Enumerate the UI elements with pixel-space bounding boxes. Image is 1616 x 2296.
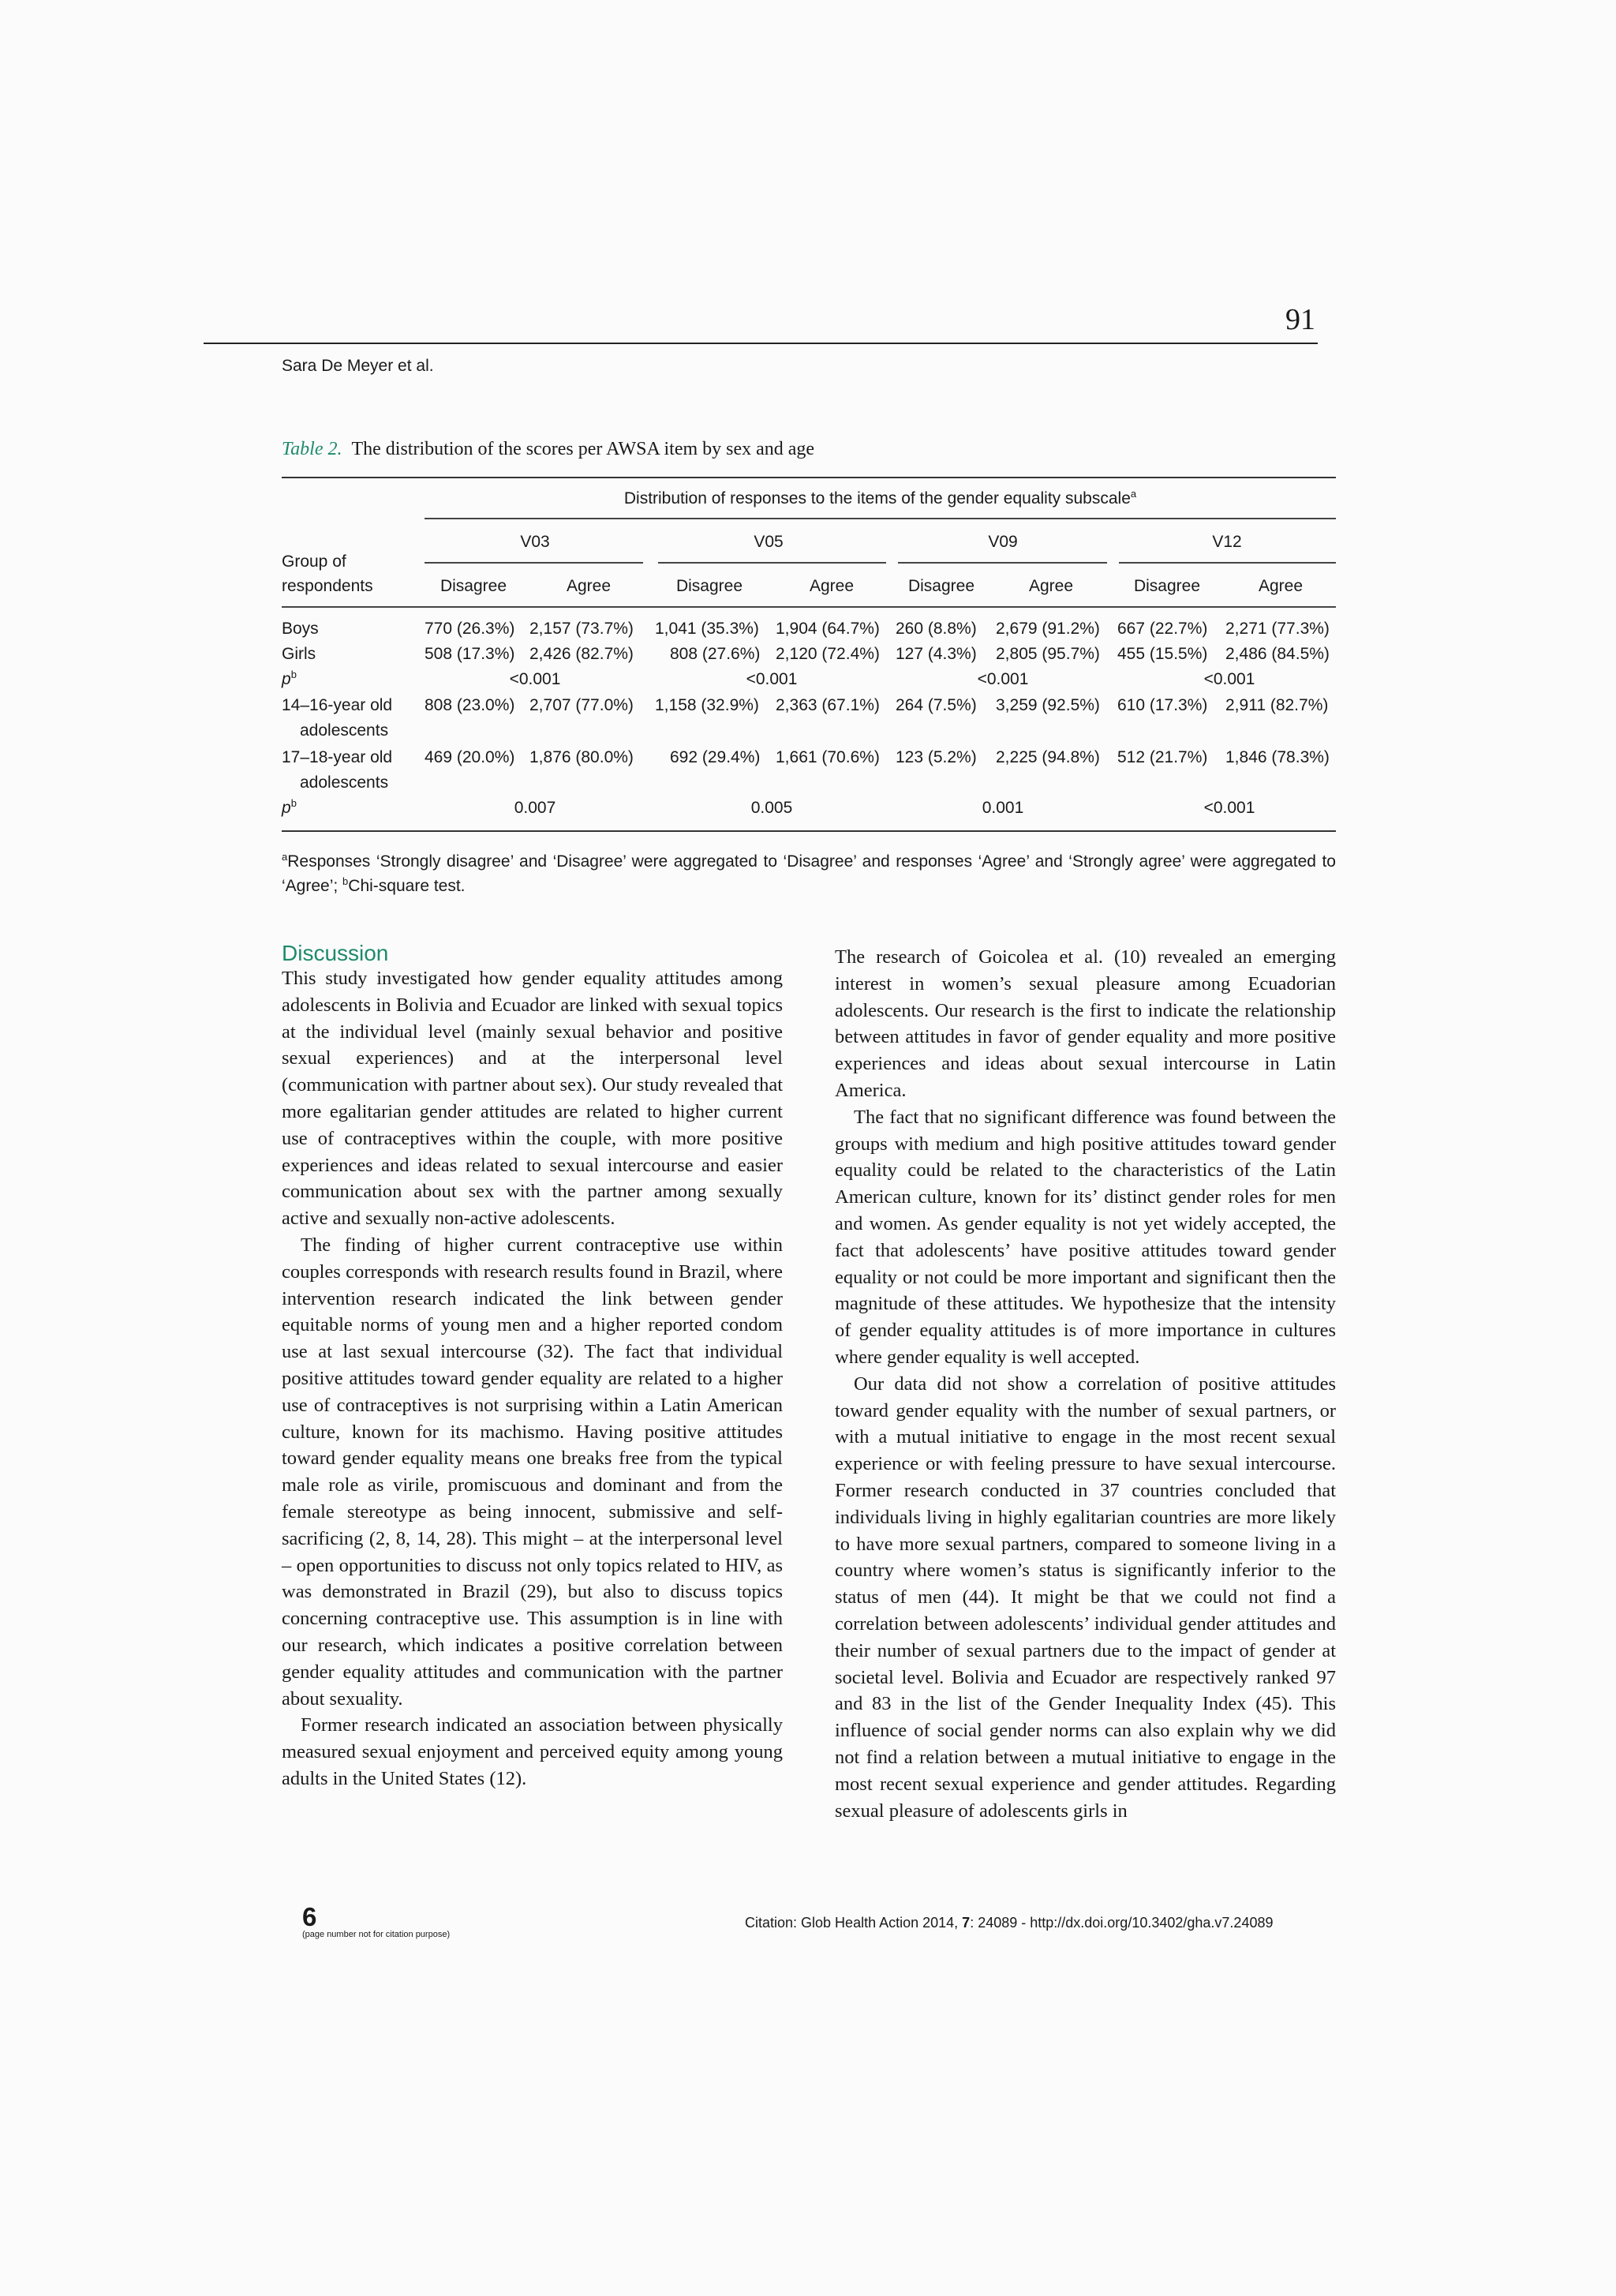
table-bottom-rule	[282, 830, 1336, 832]
paragraph: Former research indicated an association between physically measured sexual enjoyment and perceived equity among young adults in the United States (12).	[282, 1714, 783, 1789]
table-spanner	[425, 489, 1336, 508]
p-symbol: p	[282, 670, 291, 688]
item-rule-v12	[1119, 562, 1336, 564]
citation-suffix: : 24089 - http://dx.doi.org/10.3402/gha.v7.24089	[970, 1915, 1274, 1931]
item-rule-v09	[898, 562, 1107, 564]
table-caption-label: Table 2.	[282, 439, 342, 459]
table-cell: 1,041 (35.3%)	[655, 620, 759, 638]
item-header-v12: V12	[1212, 533, 1242, 551]
table-cell: 2,225 (94.8%)	[996, 748, 1100, 766]
footnote-a: Responses ‘Strongly disagree’ and ‘Disagree’ were aggregated to ‘Disagree’ and responses ‘Agree’ and ‘Strongly agree’ were aggregated to ‘Agree’;	[282, 852, 1336, 895]
table-cell: 1,876 (80.0%)	[529, 748, 634, 766]
item-header-v03: V03	[520, 533, 550, 551]
p-value-v09: 0.001	[982, 799, 1024, 817]
table-caption	[282, 439, 814, 460]
running-head: Sara De Meyer et al.	[282, 357, 434, 375]
table-spanner-text: Distribution of responses to the items of the gender equality subscale	[623, 489, 1131, 508]
table-cell: 1,904 (64.7%)	[776, 620, 880, 638]
sub-header-disagree-v05: Disagree	[675, 577, 743, 595]
table-cell: 2,120 (72.4%)	[776, 645, 880, 663]
p-value-v05: 0.005	[750, 799, 793, 817]
footer-citation	[745, 1915, 1273, 1931]
table-cell: 1,846 (78.3%)	[1225, 748, 1330, 766]
sub-header-agree-v09: Agree	[1028, 577, 1074, 595]
table-spanner-rule	[425, 518, 1336, 519]
row-label: 14–16-year old	[282, 696, 393, 714]
item-header-v09: V09	[988, 533, 1018, 551]
sub-header-disagree-v09: Disagree	[907, 577, 975, 595]
row-label-p	[282, 670, 297, 689]
p-value-v05: <0.001	[746, 670, 798, 688]
p-value-v09: <0.001	[977, 670, 1029, 688]
table-cell: 2,707 (77.0%)	[529, 696, 634, 714]
table-footnote	[282, 849, 1336, 898]
table-cell: 127 (4.3%)	[896, 645, 977, 663]
table-cell: 1,661 (70.6%)	[776, 748, 880, 766]
table-cell: 2,805 (95.7%)	[996, 645, 1100, 663]
item-rule-v03	[425, 562, 643, 564]
table-header-rule	[282, 606, 1336, 608]
p-value-v12: <0.001	[1203, 799, 1255, 817]
header-rule	[204, 343, 1318, 344]
row-label: Girls	[282, 645, 316, 663]
item-rule-v05	[658, 562, 886, 564]
table-cell: 610 (17.3%)	[1117, 696, 1208, 714]
paragraph: The research of Goicolea et al. (10) revealed an emerging interest in women’s sexual pleasure among Ecuadorian adolescents. Our research is the first to indicate the relationship between attitudes in favor of gender equality and more positive experiences and ideas about sexual intercourse in Latin America.	[835, 946, 1336, 1101]
paragraph: This study investigated how gender equality attitudes among adolescents in Bolivia and Ecuador are linked with sexual topics at the individual level (mainly sexual behavior and positive sexual experiences) and at the interpersonal level (communication with partner about sex). Our study revealed that more egalitarian gender attitudes are related to higher current use of contraceptives within the couple, with more positive experiences and ideas related to sexual intercourse and easier communication about sex with the partner among sexually active and sexually non-active adolescents.	[282, 968, 783, 1230]
table-cell: 3,259 (92.5%)	[996, 696, 1100, 714]
row-label: Boys	[282, 620, 319, 638]
sub-header-disagree-v03: Disagree	[440, 577, 507, 595]
table-cell: 2,911 (82.7%)	[1225, 696, 1329, 714]
table-caption-text: The distribution of the scores per AWSA item by sex and age	[351, 439, 815, 459]
table-cell: 469 (20.0%)	[425, 748, 515, 766]
text-column-left	[282, 965, 783, 1792]
table-cell: 2,486 (84.5%)	[1225, 645, 1330, 663]
table-cell: 264 (7.5%)	[896, 696, 977, 714]
table-cell: 260 (8.8%)	[896, 620, 977, 638]
sub-header-agree-v05: Agree	[809, 577, 855, 595]
p-sup: b	[290, 669, 297, 680]
table-cell: 508 (17.3%)	[425, 645, 515, 663]
table-cell: 2,679 (91.2%)	[996, 620, 1100, 638]
row-label: 17–18-year old	[282, 748, 393, 766]
p-value-v03: <0.001	[509, 670, 561, 688]
footnote-a-sup: a	[282, 851, 288, 863]
table-cell: 2,157 (73.7%)	[529, 620, 634, 638]
table-top-rule	[282, 477, 1336, 478]
table-cell: 1,158 (32.9%)	[655, 696, 759, 714]
table-cell: 2,271 (77.3%)	[1225, 620, 1330, 638]
table-cell: 808 (23.0%)	[425, 696, 515, 714]
citation-prefix: Citation: Glob Health Action 2014,	[745, 1915, 963, 1931]
footnote-b: Chi-square test.	[348, 877, 466, 895]
section-heading-discussion: Discussion	[282, 941, 389, 965]
table-cell: 692 (29.4%)	[670, 748, 761, 766]
p-value-v12: <0.001	[1203, 670, 1255, 688]
paragraph: The fact that no significant difference was found between the groups with medium and high positive attitudes toward gender equality could be related to the characteristics of the Latin American culture, known for its’ distinct gender roles for men and women. As gender equality is not yet widely accepted, the fact that adolescents’ have positive attitudes toward gender equality or not could be more important and significant then the magnitude of these attitudes. We hypothesize that the intensity of gender equality attitudes is of more importance in cultures where gender equality is well accepted.	[835, 1106, 1336, 1368]
table-group-header-1: Group of	[282, 552, 346, 571]
sub-header-agree-v12: Agree	[1258, 577, 1304, 595]
table-spanner-sup: a	[1130, 488, 1137, 500]
p-value-v03: 0.007	[514, 799, 556, 817]
table-group-header-2: respondents	[282, 577, 373, 595]
table-cell: 808 (27.6%)	[670, 645, 761, 663]
citation-volume: 7	[962, 1915, 971, 1931]
sub-header-disagree-v12: Disagree	[1133, 577, 1201, 595]
table-cell: 770 (26.3%)	[425, 620, 515, 638]
p-symbol: p	[282, 799, 291, 817]
item-header-v05: V05	[754, 533, 784, 551]
table-cell: 2,363 (67.1%)	[776, 696, 880, 714]
table-cell: 455 (15.5%)	[1117, 645, 1208, 663]
table-cell: 512 (21.7%)	[1117, 748, 1208, 766]
footer-page-number: 6	[302, 1902, 317, 1931]
row-label-cont: adolescents	[300, 721, 389, 740]
footnote-b-sup: b	[342, 875, 349, 887]
paragraph: Our data did not show a correlation of positive attitudes toward gender equality with the number of sexual partners, or with a mutual initiative to engage in the most recent sexual experience or with feeling pressure to have sexual intercourse. Former research conducted in 37 countries concluded that individuals living in highly egalitarian countries are more likely to have more sexual partners, compared to someone living in a country where women’s status is significantly inferior to the status of men (44). It might be that we could not find a correlation between adolescents’ individual gender attitudes and their number of sexual partners due to the impact of gender at societal level. Bolivia and Ecuador are respectively ranked 97 and 83 in the list of the Gender Inequality Index (45). This influence of social gender norms can also explain why we did not find a relation between a mutual initiative to engage in the most recent sexual experience and gender attitudes. Regarding sexual pleasure of adolescents girls in	[835, 1373, 1336, 1822]
table-cell: 2,426 (82.7%)	[529, 645, 634, 663]
row-label-p	[282, 799, 297, 818]
paragraph: The finding of higher current contraceptive use within couples corresponds with research results found in Brazil, where intervention research indicated the link between gender equitable norms of young men and a higher reported condom use at last sexual intercourse (32). The fact that individual positive attitudes toward gender equality are related to a higher use of contraceptives is not surprising within a Latin American culture, known for its machismo. Having positive attitudes toward gender equality means one breaks free from the typical male role as virile, promiscuous and dominant and from the female stereotype as being innocent, submissive and self-sacrificing (2, 8, 14, 28). This might – at the interpersonal level – open opportunities to discuss not only topics related to HIV, as was demonstrated in Brazil (29), but also to discuss topics concerning contraceptive use. This assumption is in line with our research, which indicates a positive correlation between gender equality attitudes and communication with the partner about sexuality.	[282, 1234, 783, 1710]
page-number: 91	[1285, 303, 1315, 336]
sub-header-agree-v03: Agree	[566, 577, 612, 595]
p-sup: b	[290, 797, 297, 809]
table-cell: 667 (22.7%)	[1117, 620, 1208, 638]
footer-page-note: (page number not for citation purpose)	[302, 1930, 451, 1939]
table-cell: 123 (5.2%)	[896, 748, 977, 766]
row-label-cont: adolescents	[300, 773, 389, 792]
text-column-right	[835, 944, 1336, 1824]
